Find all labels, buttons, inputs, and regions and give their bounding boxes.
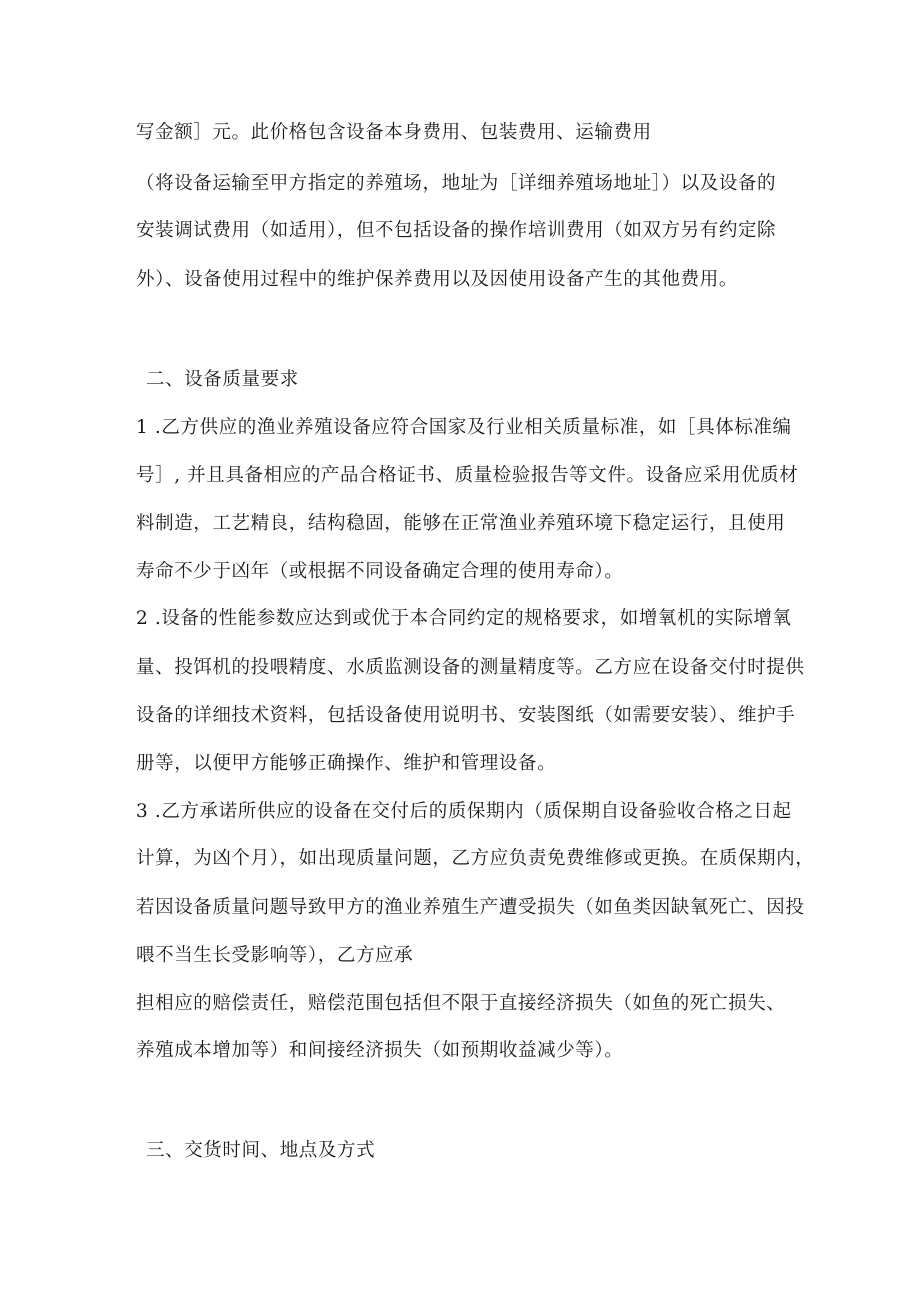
paragraph-1-line-3: 安装调试费用（如适用），但不包括设备的操作培训费用（如双方另有约定除: [136, 220, 777, 241]
section-2-item-1-line-4: 寿命不少于凶年（或根据不同设备确定合理的使用寿命）。: [136, 561, 624, 582]
section-2-item-2-line-1: 2 .设备的性能参数应达到或优于本合同约定的规格要求，如增氧机的实际增氧: [136, 608, 792, 629]
section-2-item-3-line-4: 喂不当生长受影响等），乙方应承: [136, 945, 414, 966]
section-2-item-3-line-1: 3 .乙方承诺所供应的设备在交付后的质保期内（质保期自设备验收合格之日起: [136, 801, 792, 822]
section-2-item-1-line-1: 1 .乙方供应的渔业养殖设备应符合国家及行业相关质量标准，如［具体标准编: [136, 417, 792, 438]
section-2-item-3-line-2: 计算，为凶个月），如出现质量问题，乙方应负责免费维修或更换。在质保期内，: [136, 848, 815, 869]
paragraph-1-line-4: 外）、设备使用过程中的维护保养费用以及因使用设备产生的其他费用。: [136, 269, 738, 290]
section-2-item-2-line-4: 册等，以便甲方能够正确操作、维护和管理设备。: [136, 753, 557, 774]
section-2-item-1-line-3: 料制造，工艺精良，结构稳固，能够在正常渔业养殖环境下稳定运行，且使用: [136, 513, 786, 534]
section-2-item-3-line-3: 若因设备质量问题导致甲方的渔业养殖生产遭受损失（如鱼类因缺氧死亡、因投: [136, 897, 805, 918]
section-2-item-3-line-5: 担相应的赔偿责任，赔偿范围包括但不限于直接经济损失（如鱼的死亡损失、: [136, 993, 786, 1014]
section-2-item-3-line-6: 养殖成本增加等）和间接经济损失（如预期收益减少等）。: [136, 1040, 624, 1061]
paragraph-1-line-1: 写金额］元。此价格包含设备本身费用、包装费用、运输费用: [136, 122, 652, 143]
section-2-item-2-line-3: 设备的详细技术资料，包括设备使用说明书、安装图纸（如需要安装）、维护手: [136, 705, 796, 726]
section-2-item-1-line-2: 号］, 并且具备相应的产品合格证书、质量检验报告等文件。设备应采用优质材: [136, 465, 799, 486]
section-3-heading: 三、交货时间、地点及方式: [146, 1140, 376, 1161]
section-2-heading: 二、设备质量要求: [146, 369, 299, 390]
section-2-item-2-line-2: 量、投饵机的投喂精度、水质监测设备的测量精度等。乙方应在设备交付时提供: [136, 657, 805, 678]
paragraph-1-line-2: （将设备运输至甲方指定的养殖场，地址为［详细养殖场地址］）以及设备的: [136, 173, 777, 194]
